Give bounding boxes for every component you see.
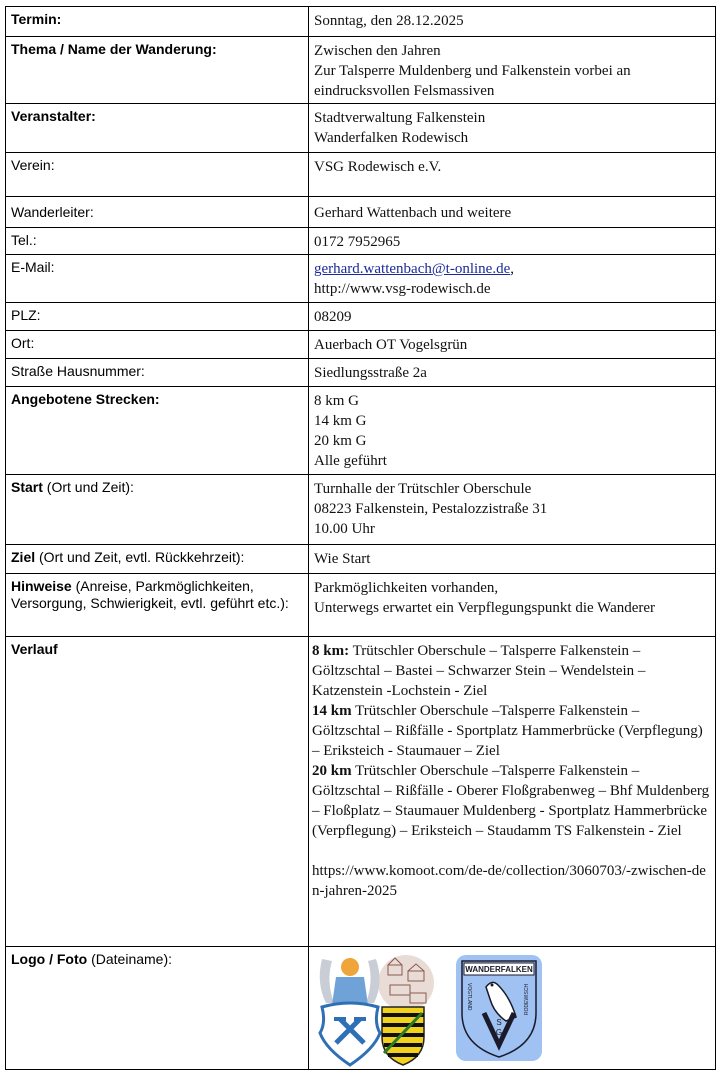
value-tel: 0172 7952965	[314, 234, 401, 250]
row-email	[6, 255, 716, 303]
label-thema: Thema / Name der Wanderung:	[11, 41, 217, 57]
wanderfalken-logo-icon	[454, 953, 544, 1063]
label-hinweise-rest: (Anreise, Parkmöglichkeiten, Versorgung, Schwierigkeit, evtl. geführt etc.):	[11, 578, 289, 611]
strecke-item: Alle geführt	[314, 453, 387, 469]
label-ziel-bold: Ziel	[11, 549, 36, 565]
label-logo-rest: (Dateiname):	[87, 951, 173, 967]
strecke-item: 8 km G	[314, 393, 359, 409]
value-thema-line: eindrucksvollen Felsmassiven	[314, 83, 495, 99]
route-20km	[312, 761, 710, 841]
route-text: Trütschler Oberschule –Talsperre Falkenstein – Göltzschtal – Rißfälle - Sportplatz Hammerbrücke (Verpflegung) – Eriksteich - Staumauer – Ziel	[312, 703, 703, 759]
falkenstein-coat-of-arms-icon	[314, 953, 438, 1067]
row-termin	[6, 7, 716, 37]
row-strecken	[6, 387, 716, 475]
value-thema-line: Zwischen den Jahren	[314, 43, 441, 59]
label-termin: Termin:	[11, 11, 62, 27]
strecke-item: 14 km G	[314, 413, 367, 429]
label-logo-bold: Logo / Foto	[11, 951, 88, 967]
route-km: 14 km	[312, 703, 352, 719]
route-14km	[312, 701, 710, 761]
row-veranstalter	[6, 104, 716, 153]
value-hinweise-line: Unterwegs erwartet ein Verpflegungspunkt die Wanderer	[314, 600, 656, 616]
label-strecken: Angebotene Strecken:	[11, 391, 160, 407]
label-email: E-Mail:	[11, 259, 55, 275]
email-suffix: ,	[510, 261, 514, 277]
row-verlauf	[6, 637, 716, 947]
label-hinweise-bold: Hinweise	[11, 578, 72, 594]
value-veranstalter-line: Wanderfalken Rodewisch	[314, 130, 469, 146]
row-tel	[6, 228, 716, 255]
svg-text:RODEWISCH: RODEWISCH	[524, 983, 530, 1015]
event-form-table	[5, 6, 716, 1070]
route-text: Trütschler Oberschule –Talsperre Falkenstein – Göltzschtal – Rißfälle - Oberer Floßgrabenweg – Bhf Muldenberg – Floßplatz – Staumauer Muldenberg - Sportplatz Hammerbrücke (Verpflegung) – Eriksteich – Staudamm TS Falkenstein - Ziel	[312, 763, 710, 839]
row-ziel	[6, 545, 716, 574]
row-verein	[6, 153, 716, 197]
label-ort: Ort:	[11, 335, 35, 351]
row-wanderleiter	[6, 197, 716, 228]
value-veranstalter-line: Stadtverwaltung Falkenstein	[314, 110, 486, 126]
svg-text:S: S	[496, 1018, 502, 1027]
value-start-line: Turnhalle der Trütschler Oberschule	[314, 481, 532, 497]
svg-text:G: G	[495, 1028, 503, 1037]
route-km: 20 km	[312, 763, 352, 779]
value-plz: 08209	[314, 309, 352, 325]
value-start-line: 08223 Falkenstein, Pestalozzistraße 31	[314, 501, 548, 517]
label-strasse: Straße Hausnummer:	[11, 363, 145, 379]
label-start-bold: Start	[11, 479, 43, 495]
value-ziel: Wie Start	[314, 551, 371, 567]
row-ort	[6, 331, 716, 359]
value-verein: VSG Rodewisch e.V.	[314, 159, 442, 175]
route-8km	[312, 641, 710, 701]
value-termin: Sonntag, den 28.12.2025	[314, 13, 464, 29]
label-start-rest: (Ort und Zeit):	[42, 479, 134, 495]
komoot-link: https://www.komoot.com/de-de/collection/3060703/-zwischen-den-jahren-2025	[312, 863, 706, 899]
label-wanderleiter: Wanderleiter:	[11, 204, 94, 220]
value-start-line: 10.00 Uhr	[314, 521, 375, 537]
row-hinweise	[6, 574, 716, 637]
value-thema-line: Zur Talsperre Muldenberg und Falkenstein vorbei an	[314, 63, 631, 79]
value-hinweise-line: Parkmöglichkeiten vorhanden,	[314, 580, 499, 596]
label-plz: PLZ:	[11, 307, 41, 323]
row-plz	[6, 303, 716, 331]
email-link[interactable]: gerhard.wattenbach@t-online.de	[314, 261, 511, 277]
svg-text:VOGTLAND: VOGTLAND	[466, 983, 472, 1011]
website-text: http://www.vsg-rodewisch.de	[314, 281, 491, 297]
row-logo	[6, 947, 716, 1070]
row-start	[6, 475, 716, 545]
label-veranstalter: Veranstalter:	[11, 108, 96, 124]
label-verlauf: Verlauf	[11, 641, 58, 657]
value-wanderleiter: Gerhard Wattenbach und weitere	[314, 205, 512, 221]
route-km: 8 km:	[312, 643, 350, 659]
label-tel: Tel.:	[11, 232, 37, 248]
value-strasse: Siedlungsstraße 2a	[314, 365, 427, 381]
label-ziel-rest: (Ort und Zeit, evtl. Rückkehrzeit):	[35, 549, 245, 565]
value-ort: Auerbach OT Vogelsgrün	[314, 337, 468, 353]
strecke-item: 20 km G	[314, 433, 367, 449]
svg-text:WANDERFALKEN: WANDERFALKEN	[465, 965, 533, 974]
route-text: Trütschler Oberschule – Talsperre Falkenstein – Göltzschtal – Bastei – Schwarzer Stein – Wendelstein – Katzenstein -Lochstein - Ziel	[312, 643, 646, 699]
row-thema	[6, 37, 716, 104]
label-verein: Verein:	[11, 157, 55, 173]
row-strasse	[6, 359, 716, 387]
